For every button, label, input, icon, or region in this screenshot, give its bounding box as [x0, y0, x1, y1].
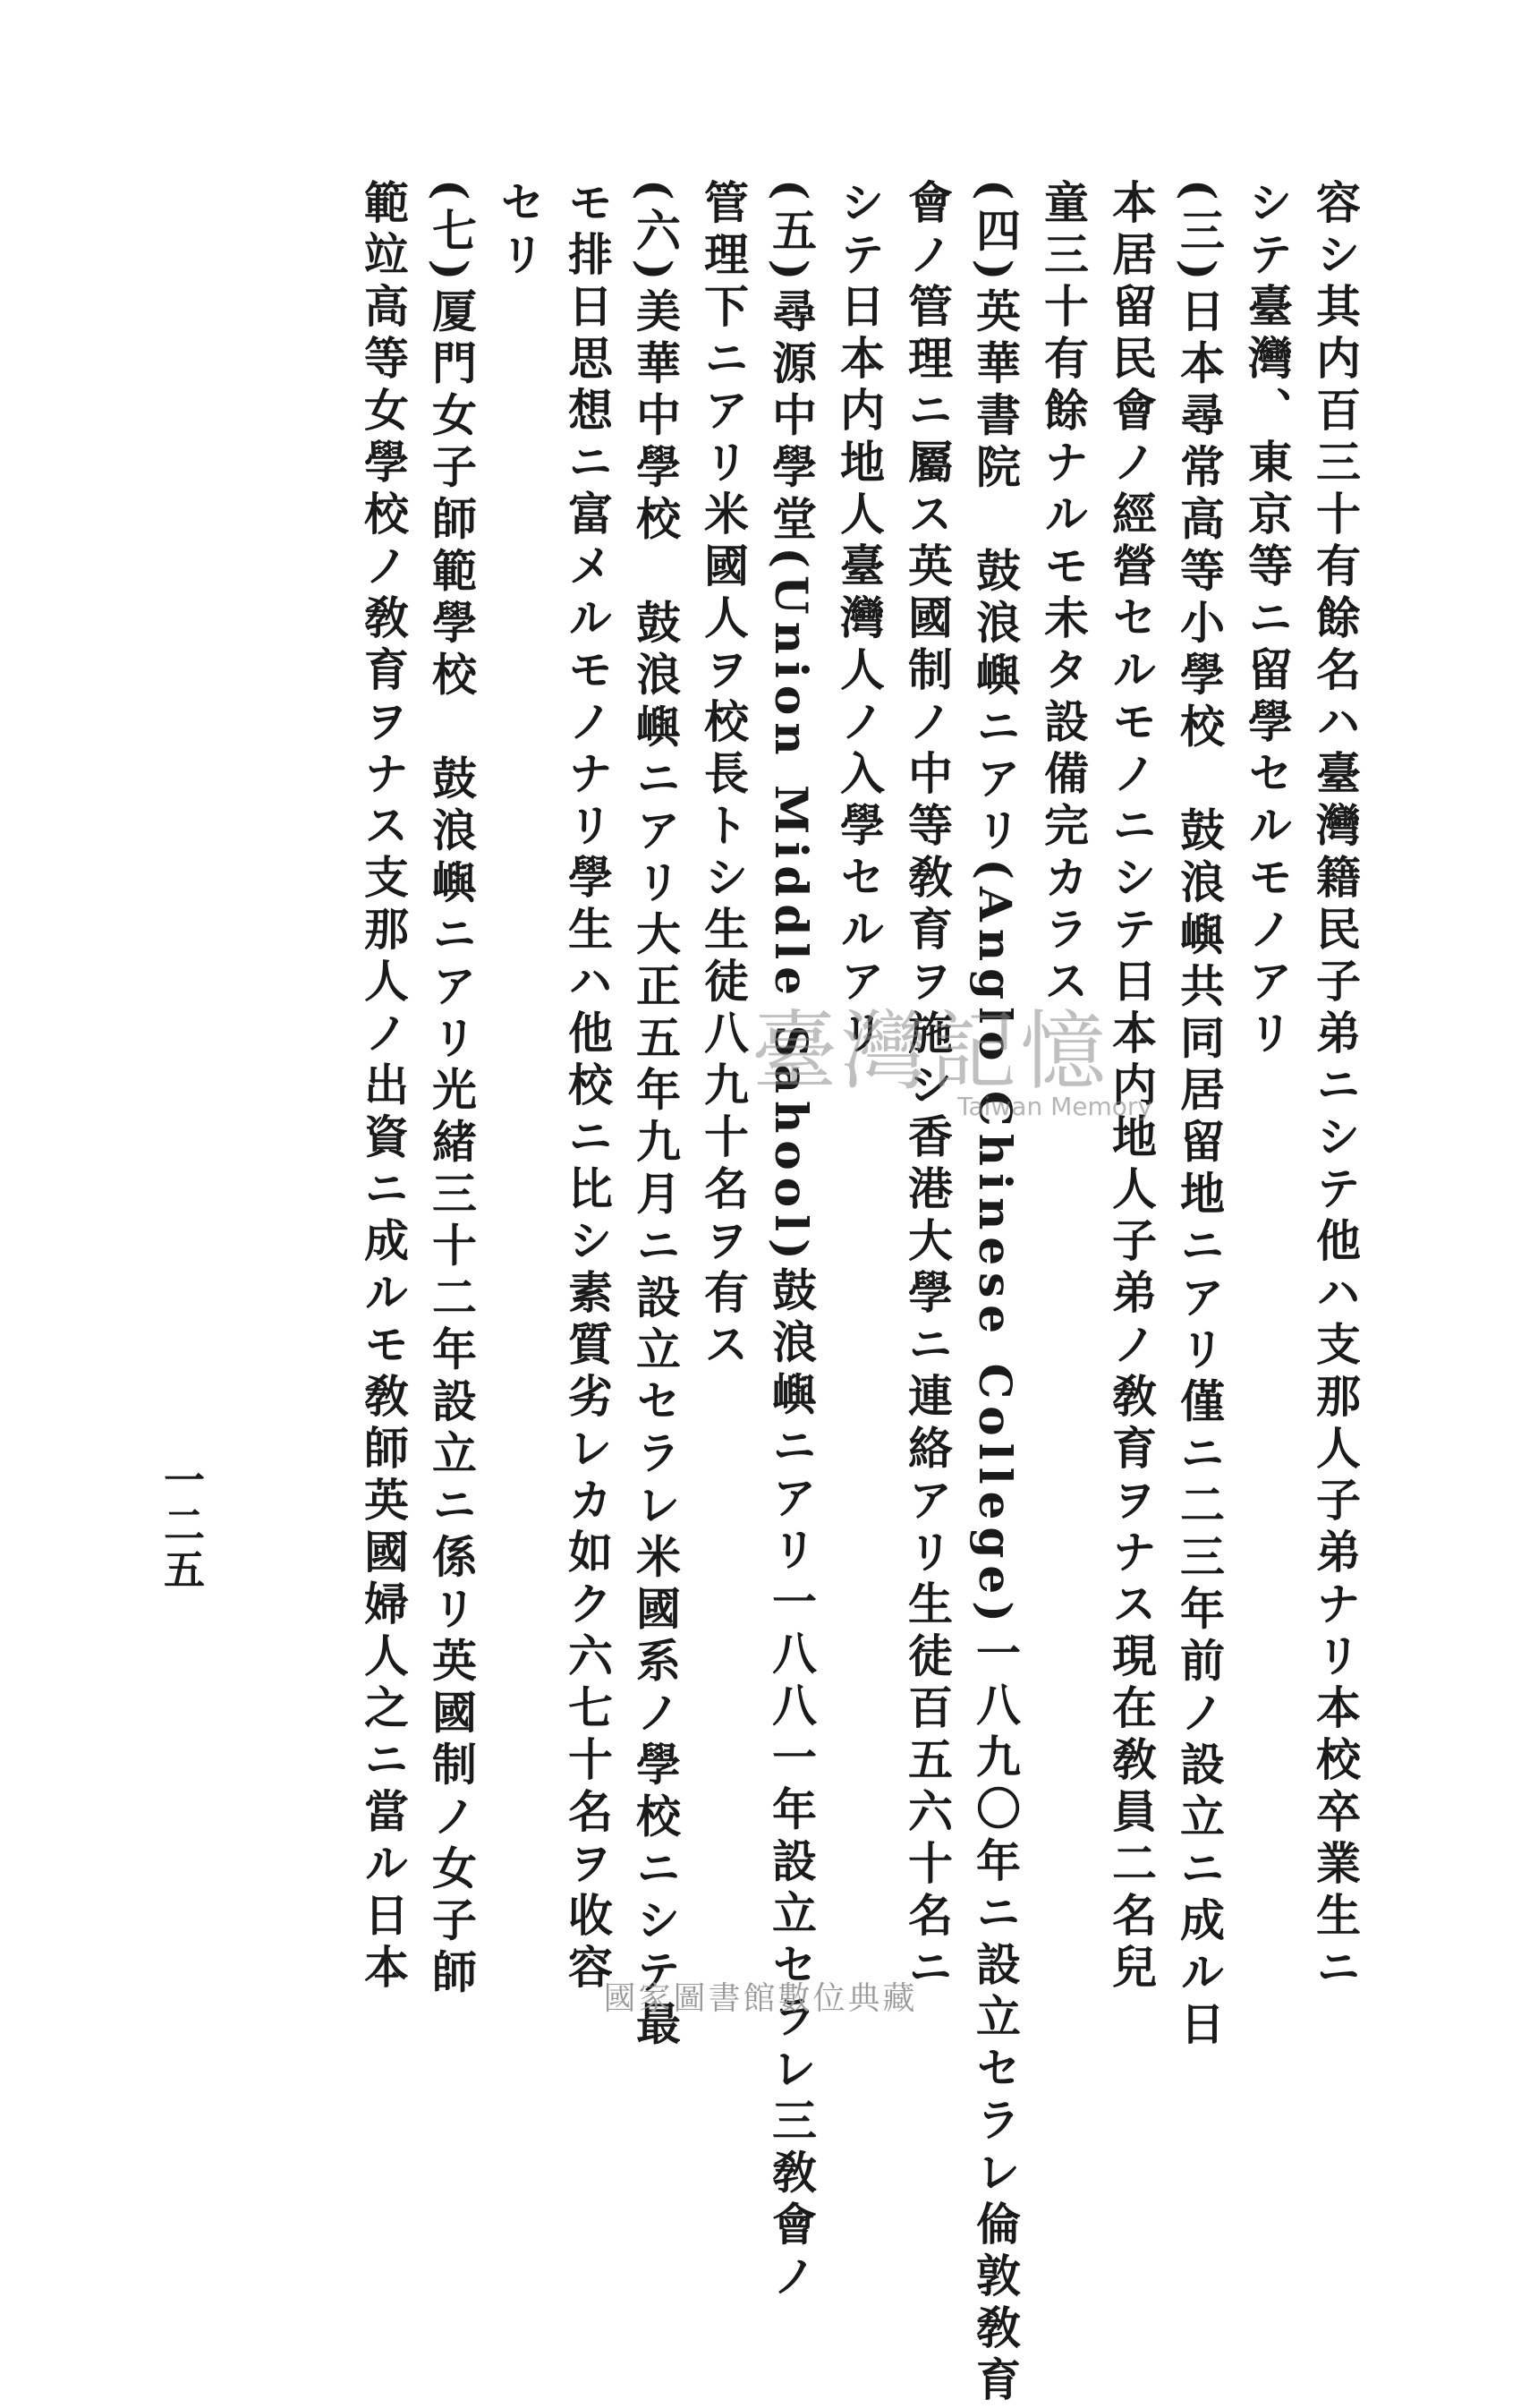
text-column: (三)日本尋常高等小學校 鼓浪嶼共同居留地ニアリ僅ニ二三年前ノ設立ニ成ル日: [1173, 179, 1226, 2053]
watermark-main-text: 臺灣記憶: [752, 1001, 1109, 1102]
text-column: 本居留民會ノ經營セルモノニシテ日本内地人子弟ノ敎育ヲナス現在敎員二名兒: [1105, 179, 1158, 1995]
footer-credit: 國家圖書館數位典藏: [603, 1980, 918, 2017]
text-column: (六)美華中學校 鼓浪嶼ニアリ大正五年九月ニ設立セラレ米國系ノ學校ニシテ最: [629, 179, 682, 2053]
text-column: モ排日思想ニ富メルモノナリ學生ハ他校ニ比シ素質劣レカ如ク六七十名ヲ收容: [561, 179, 614, 1995]
text-column: 童三十有餘ナルモ未タ設備完カラス: [1037, 179, 1090, 1009]
text-column: 會ノ管理ニ屬ス英國制ノ中等敎育ヲ施シ香港大學ニ連絡アリ生徒百五六十名ニ: [901, 179, 954, 1995]
text-column: シテ臺灣、東京等ニ留學セルモノアリ: [1241, 179, 1294, 1061]
text-column: セリ: [493, 179, 546, 283]
watermark-sub-text: Taiwan Memory: [957, 1092, 1152, 1121]
text-column: (四)英華書院 鼓浪嶼ニアリ(Anglo Chinese College)一八九〇年ニ設立セラレ倫敦敎育: [969, 179, 1022, 2408]
text-column: シテ日本内地人臺灣人ノ入學セルアリ: [833, 179, 886, 1061]
text-column: 容シ其内百三十有餘名ハ臺灣籍民子弟ニシテ他ハ支那人子弟ナリ本校卒業生ニ: [1309, 179, 1362, 1995]
text-column: (五)尋源中學堂(Union Middle Sahool)鼓浪嶼ニアリ一八八一年設立セラレ三敎會ノ: [765, 179, 818, 2305]
text-column: 範竝高等女學校ノ敎育ヲナス支那人ノ出資ニ成ルモ敎師英國婦人之ニ當ル日本: [357, 179, 410, 1995]
text-column: (七)厦門女子師範學校 鼓浪嶼ニアリ光緒三十二年設立ニ係リ英國制ノ女子師: [425, 179, 478, 2001]
page-number: 一二五: [157, 1459, 206, 1593]
text-column: 管理下ニアリ米國人ヲ校長トシ生徒八九十名ヲ有ス: [697, 179, 750, 1373]
